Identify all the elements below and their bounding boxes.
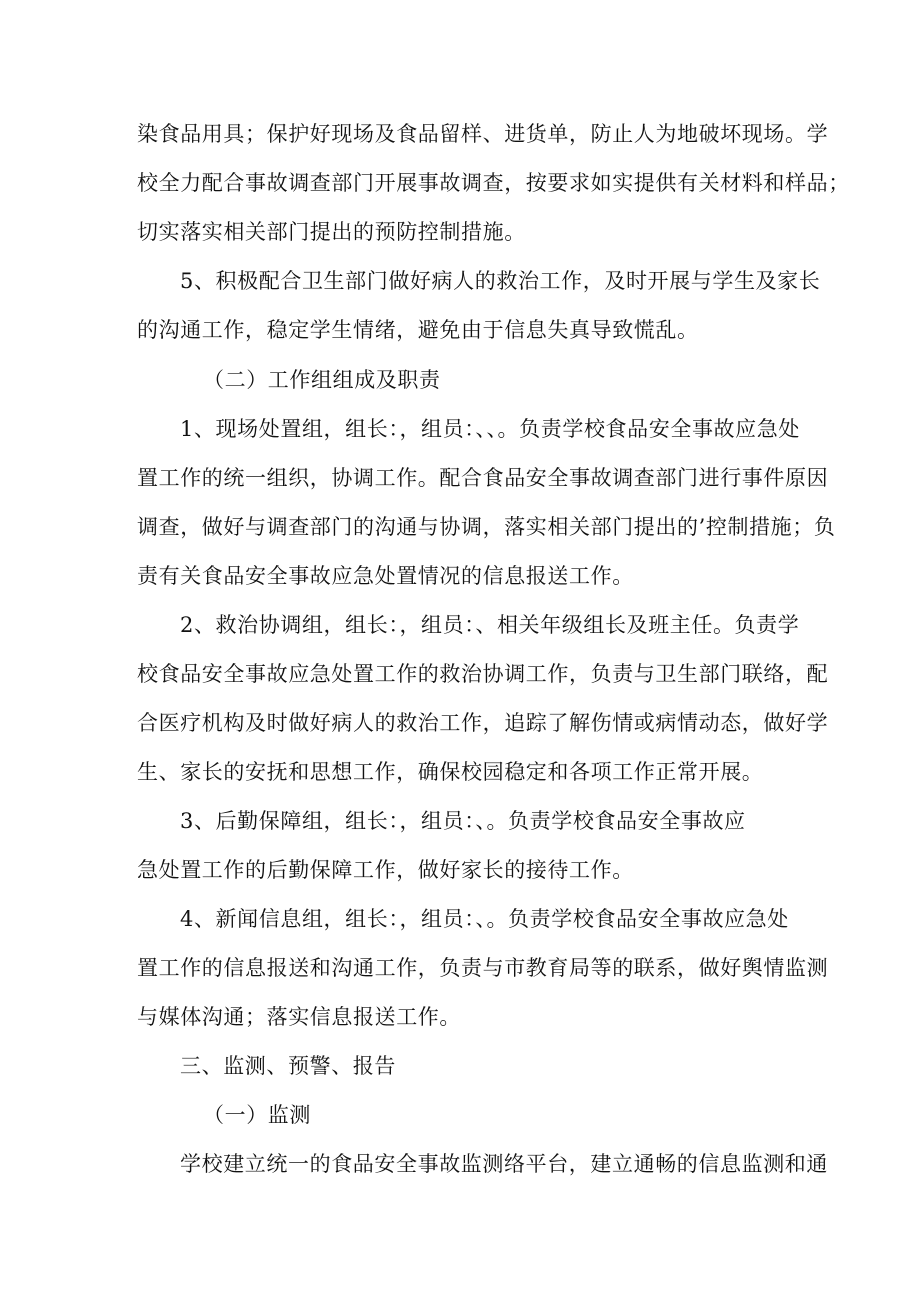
text-line: 校全力配合事故调查部门开展事故调查，按要求如实提供有关材料和样品； (137, 171, 850, 195)
section-heading-3: 三、监测、预警、报告 (180, 1054, 396, 1078)
paragraph-4-line: 4、新闻信息组，组长：，组员：、。负责学校食品安全事故应急处 (180, 907, 789, 931)
text-line: 置工作的统一组织，协调工作。配合食品安全事故调查部门进行事件原因 (137, 466, 829, 490)
text-line: 合医疗机构及时做好病人的救治工作，追踪了解伤情或病情动态，做好学 (137, 711, 829, 735)
text-line: 与媒体沟通；落实信息报送工作。 (137, 1005, 461, 1029)
paragraph-1-line: 1、现场处置组，组长：，组员：、、。负责学校食品安全事故应急处 (180, 417, 800, 441)
text-line: 染食品用具；保护好现场及食品留样、进货单，防止人为地破坏现场。学 (137, 122, 829, 146)
paragraph-5-line: 5、积极配合卫生部门做好病人的救治工作，及时开展与学生及家长 (180, 269, 821, 293)
paragraph-3-line: 3、后勤保障组，组长：，组员：、。负责学校食品安全事故应 (180, 809, 746, 833)
section-heading-2: （二）工作组组成及职责 (203, 368, 441, 392)
paragraph-2-line: 2、救治协调组，组长：，组员：、相关年级组长及班主任。负责学 (180, 613, 800, 637)
text-line: 切实落实相关部门提出的预防控制措施。 (137, 220, 526, 244)
text-line: 的沟通工作，稳定学生情绪，避免由于信息失真导致慌乱。 (137, 318, 699, 342)
text-line: 急处置工作的后勤保障工作，做好家长的接待工作。 (137, 858, 634, 882)
text-line: 责有关食品安全事故应急处置情况的信息报送工作。 (137, 564, 634, 588)
text-line: 调查，做好与调查部门的沟通与协调，落实相关部门提出的’控制措施；负 (137, 515, 836, 539)
subsection-heading-1: （一）监测 (203, 1103, 311, 1127)
text-line: 校食品安全事故应急处置工作的救治协调工作，负责与卫生部门联络，配 (137, 662, 829, 686)
text-line: 学校建立统一的食品安全事故监测络平台，建立通畅的信息监测和通 (180, 1152, 828, 1176)
text-line: 置工作的信息报送和沟通工作，负责与市教育局等的联系，做好舆情监测 (137, 956, 829, 980)
text-line: 生、家长的安抚和思想工作，确保校园稳定和各项工作正常开展。 (137, 760, 764, 784)
